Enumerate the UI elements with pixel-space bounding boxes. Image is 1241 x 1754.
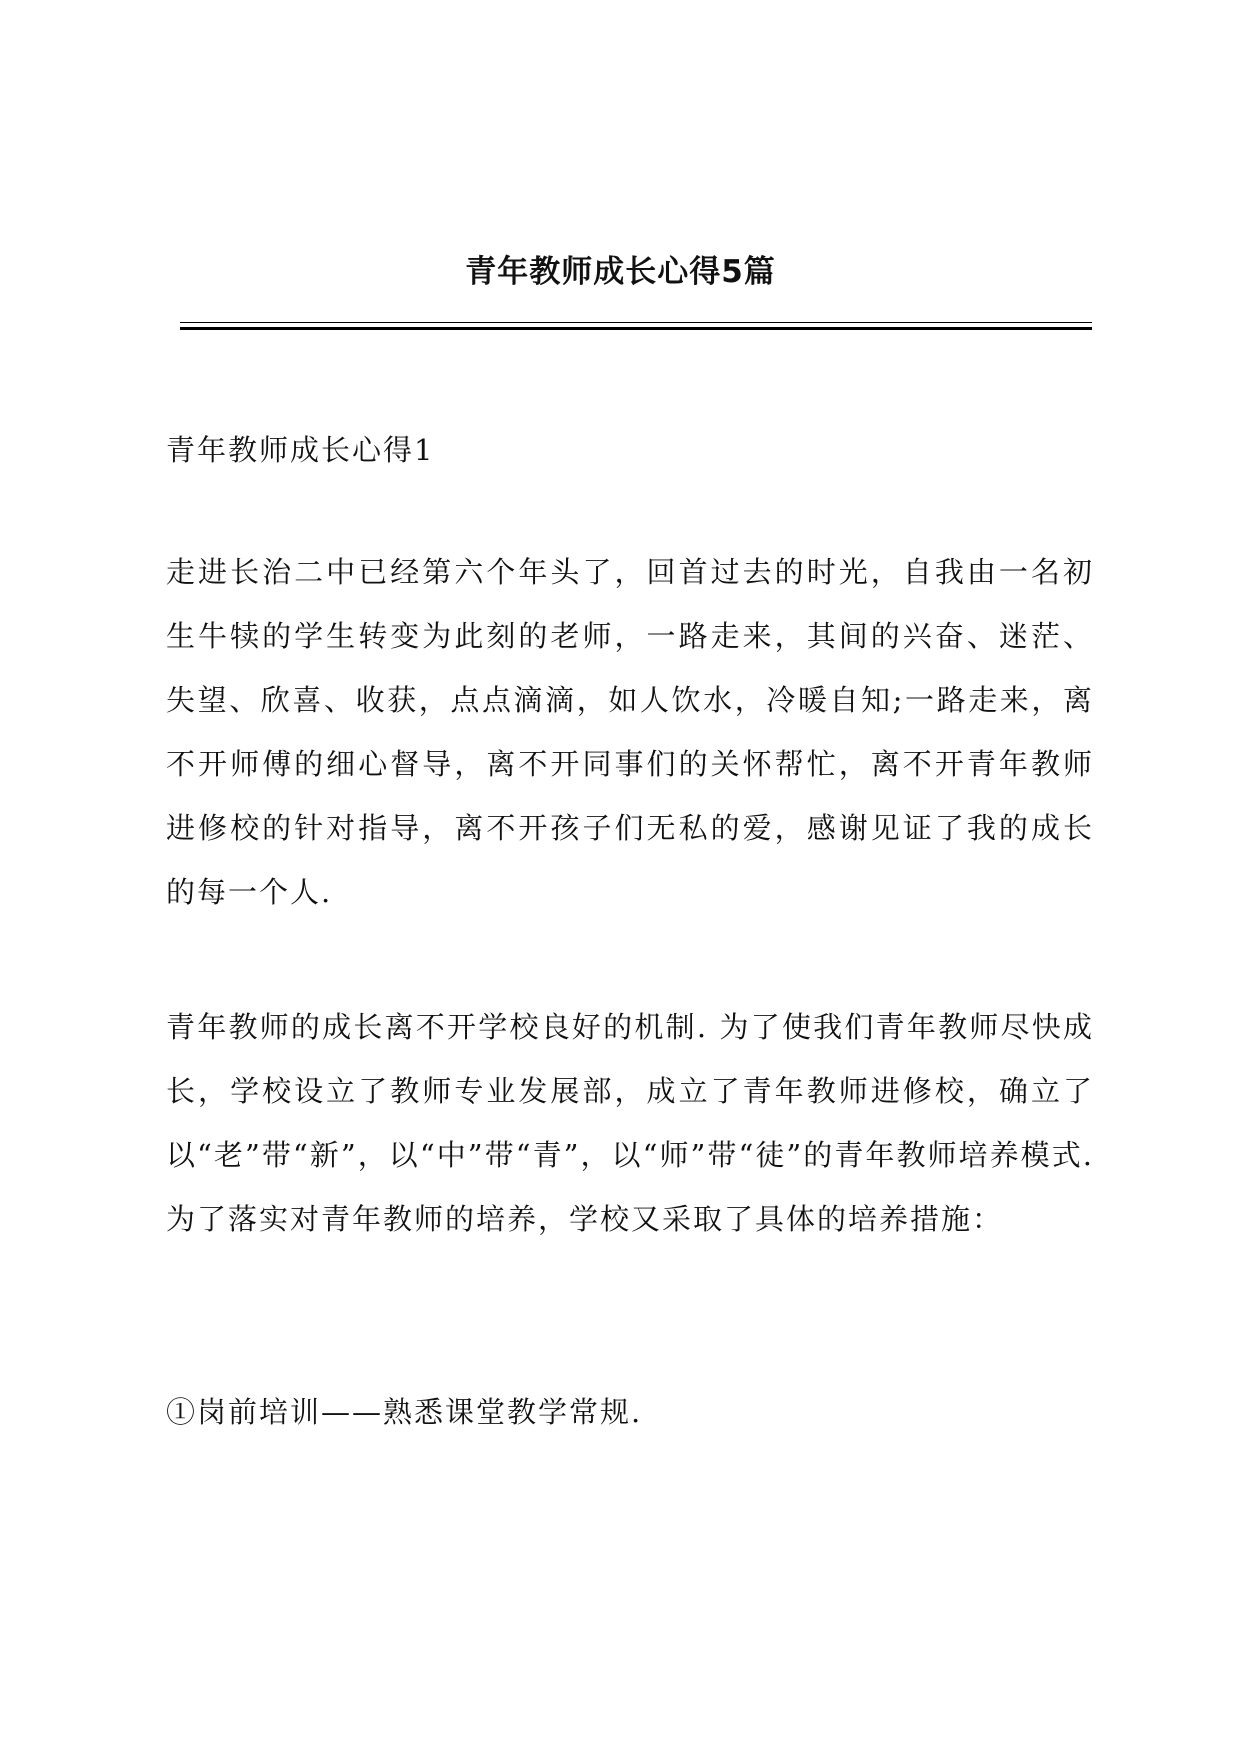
paragraph-2: 青年教师的成长离不开学校良好的机制. 为了使我们青年教师尽快成长，学校设立了教师专业发展部，成立了青年教师进修校，确立了以“老”带“新”，以“中”带“青”，以“师”带“徒”的青年教师培养模式. 为了落实对青年教师的培养，学校又采取了具体的培养措施： [166, 1010, 1094, 1236]
paragraph-3: ①岗前培训——熟悉课堂教学常规. [166, 1395, 643, 1429]
document-title: 青年教师成长心得5篇 [465, 254, 776, 290]
title-divider-thick [180, 327, 1092, 330]
title-divider-thin [180, 322, 1092, 323]
section-title: 青年教师成长心得1 [166, 433, 435, 467]
paragraph-1: 走进长治二中已经第六个年头了，回首过去的时光，自我由一名初生牛犊的学生转变为此刻的老师，一路走来，其间的兴奋、迷茫、失望、欣喜、收获，点点滴滴，如人饮水，冷暖自知;一路走来，离不开师傅的细心督导，离不开同事们的关怀帮忙，离不开青年教师进修校的针对指导，离不开孩子们无私的爱，感谢见证了我的成长的每一个人. [166, 555, 1094, 909]
